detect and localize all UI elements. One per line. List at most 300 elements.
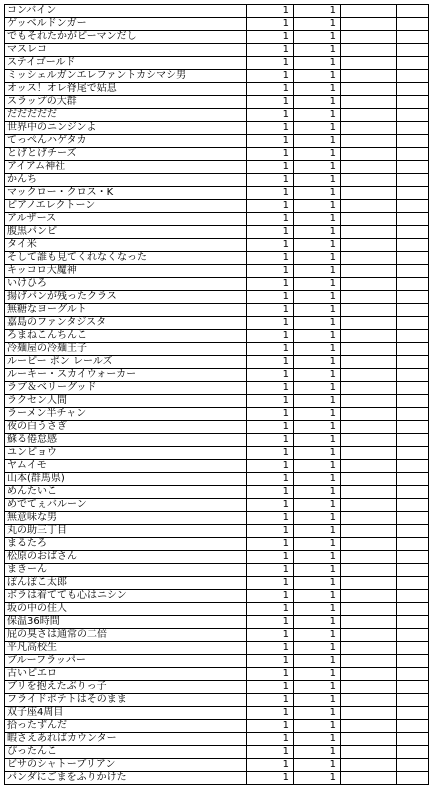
entry-name-cell[interactable]: フライドポテトはそのまま	[5, 694, 247, 707]
count-cell-2[interactable]: 1	[294, 525, 341, 538]
empty-cell[interactable]	[341, 746, 397, 759]
count-cell-2[interactable]: 1	[294, 187, 341, 200]
empty-cell[interactable]	[397, 746, 429, 759]
count-cell-2[interactable]: 1	[294, 343, 341, 356]
empty-cell[interactable]	[341, 395, 397, 408]
empty-cell[interactable]	[397, 356, 429, 369]
count-cell-2[interactable]: 1	[294, 421, 341, 434]
count-cell-1[interactable]: 1	[247, 447, 294, 460]
empty-cell[interactable]	[341, 109, 397, 122]
count-cell-2[interactable]: 1	[294, 44, 341, 57]
entry-name-cell[interactable]: コンバイン	[5, 5, 247, 18]
count-cell-2[interactable]: 1	[294, 291, 341, 304]
empty-cell[interactable]	[341, 135, 397, 148]
entry-name-cell[interactable]: ヤムイモ	[5, 460, 247, 473]
empty-cell[interactable]	[397, 590, 429, 603]
count-cell-2[interactable]: 1	[294, 460, 341, 473]
entry-name-cell[interactable]: 古いピエロ	[5, 668, 247, 681]
empty-cell[interactable]	[397, 161, 429, 174]
empty-cell[interactable]	[341, 759, 397, 772]
count-cell-1[interactable]: 1	[247, 564, 294, 577]
count-cell-1[interactable]: 1	[247, 408, 294, 421]
entry-name-cell[interactable]: ゲッベルドンガー	[5, 18, 247, 31]
empty-cell[interactable]	[341, 18, 397, 31]
count-cell-1[interactable]: 1	[247, 174, 294, 187]
count-cell-1[interactable]: 1	[247, 590, 294, 603]
count-cell-2[interactable]: 1	[294, 538, 341, 551]
entry-name-cell[interactable]: だだだだだ	[5, 109, 247, 122]
count-cell-2[interactable]: 1	[294, 486, 341, 499]
entry-name-cell[interactable]: 丸の助三丁目	[5, 525, 247, 538]
empty-cell[interactable]	[341, 564, 397, 577]
count-cell-2[interactable]: 1	[294, 122, 341, 135]
count-cell-1[interactable]: 1	[247, 356, 294, 369]
count-cell-1[interactable]: 1	[247, 603, 294, 616]
count-cell-1[interactable]: 1	[247, 369, 294, 382]
empty-cell[interactable]	[397, 473, 429, 486]
count-cell-1[interactable]: 1	[247, 551, 294, 564]
count-cell-2[interactable]: 1	[294, 70, 341, 83]
entry-name-cell[interactable]: ステイゴールド	[5, 57, 247, 70]
entry-name-cell[interactable]: 無糖なヨーグルト	[5, 304, 247, 317]
empty-cell[interactable]	[341, 421, 397, 434]
count-cell-1[interactable]: 1	[247, 135, 294, 148]
empty-cell[interactable]	[341, 577, 397, 590]
entry-name-cell[interactable]: ピアノエレクトーン	[5, 200, 247, 213]
empty-cell[interactable]	[397, 694, 429, 707]
entry-name-cell[interactable]: めでてぇバルーン	[5, 499, 247, 512]
empty-cell[interactable]	[341, 382, 397, 395]
count-cell-2[interactable]: 1	[294, 616, 341, 629]
count-cell-2[interactable]: 1	[294, 174, 341, 187]
empty-cell[interactable]	[397, 759, 429, 772]
entry-name-cell[interactable]: ユンピョウ	[5, 447, 247, 460]
empty-cell[interactable]	[397, 486, 429, 499]
empty-cell[interactable]	[341, 57, 397, 70]
empty-cell[interactable]	[397, 187, 429, 200]
count-cell-1[interactable]: 1	[247, 161, 294, 174]
empty-cell[interactable]	[397, 265, 429, 278]
empty-cell[interactable]	[397, 772, 429, 785]
entry-name-cell[interactable]: 坂の中の住人	[5, 603, 247, 616]
count-cell-2[interactable]: 1	[294, 408, 341, 421]
empty-cell[interactable]	[341, 5, 397, 18]
count-cell-1[interactable]: 1	[247, 252, 294, 265]
count-cell-1[interactable]: 1	[247, 538, 294, 551]
entry-name-cell[interactable]: まきーん	[5, 564, 247, 577]
empty-cell[interactable]	[341, 330, 397, 343]
entry-name-cell[interactable]: スラップの大群	[5, 96, 247, 109]
count-cell-2[interactable]: 1	[294, 395, 341, 408]
count-cell-1[interactable]: 1	[247, 382, 294, 395]
entry-name-cell[interactable]: ルーピー ポン レールズ	[5, 356, 247, 369]
empty-cell[interactable]	[341, 603, 397, 616]
entry-name-cell[interactable]: ろまねこんちんこ	[5, 330, 247, 343]
count-cell-1[interactable]: 1	[247, 317, 294, 330]
count-cell-1[interactable]: 1	[247, 681, 294, 694]
empty-cell[interactable]	[341, 694, 397, 707]
empty-cell[interactable]	[341, 772, 397, 785]
count-cell-1[interactable]: 1	[247, 265, 294, 278]
count-cell-1[interactable]: 1	[247, 330, 294, 343]
count-cell-1[interactable]: 1	[247, 707, 294, 720]
entry-name-cell[interactable]: 世界中のニンジンよ	[5, 122, 247, 135]
empty-cell[interactable]	[341, 44, 397, 57]
entry-name-cell[interactable]: 平凡高校生	[5, 642, 247, 655]
empty-cell[interactable]	[341, 681, 397, 694]
count-cell-2[interactable]: 1	[294, 200, 341, 213]
count-cell-2[interactable]: 1	[294, 551, 341, 564]
empty-cell[interactable]	[397, 317, 429, 330]
count-cell-1[interactable]: 1	[247, 18, 294, 31]
entry-name-cell[interactable]: ラーメン半チャン	[5, 408, 247, 421]
entry-name-cell[interactable]: キッコロ大魔神	[5, 265, 247, 278]
count-cell-1[interactable]: 1	[247, 239, 294, 252]
empty-cell[interactable]	[341, 551, 397, 564]
entry-name-cell[interactable]: かんち	[5, 174, 247, 187]
count-cell-1[interactable]: 1	[247, 291, 294, 304]
empty-cell[interactable]	[341, 512, 397, 525]
empty-cell[interactable]	[397, 512, 429, 525]
empty-cell[interactable]	[397, 18, 429, 31]
count-cell-2[interactable]: 1	[294, 733, 341, 746]
empty-cell[interactable]	[341, 317, 397, 330]
empty-cell[interactable]	[397, 330, 429, 343]
empty-cell[interactable]	[341, 343, 397, 356]
entry-name-cell[interactable]: アイアム神社	[5, 161, 247, 174]
count-cell-2[interactable]: 1	[294, 330, 341, 343]
entry-name-cell[interactable]: オッス！オレ脊尾で姑息	[5, 83, 247, 96]
empty-cell[interactable]	[341, 629, 397, 642]
count-cell-1[interactable]: 1	[247, 473, 294, 486]
entry-name-cell[interactable]: パンダにごまをふりかけた	[5, 772, 247, 785]
count-cell-1[interactable]: 1	[247, 434, 294, 447]
empty-cell[interactable]	[341, 642, 397, 655]
entry-name-cell[interactable]: 暇さえあればカウンター	[5, 733, 247, 746]
empty-cell[interactable]	[341, 174, 397, 187]
count-cell-2[interactable]: 1	[294, 83, 341, 96]
count-cell-2[interactable]: 1	[294, 564, 341, 577]
count-cell-2[interactable]: 1	[294, 265, 341, 278]
count-cell-2[interactable]: 1	[294, 31, 341, 44]
empty-cell[interactable]	[397, 122, 429, 135]
count-cell-1[interactable]: 1	[247, 44, 294, 57]
empty-cell[interactable]	[397, 96, 429, 109]
entry-name-cell[interactable]: 山本(群馬県)	[5, 473, 247, 486]
empty-cell[interactable]	[341, 148, 397, 161]
empty-cell[interactable]	[397, 382, 429, 395]
empty-cell[interactable]	[397, 57, 429, 70]
empty-cell[interactable]	[397, 83, 429, 96]
empty-cell[interactable]	[397, 252, 429, 265]
entry-name-cell[interactable]: 松原のおばさん	[5, 551, 247, 564]
empty-cell[interactable]	[397, 668, 429, 681]
count-cell-1[interactable]: 1	[247, 512, 294, 525]
count-cell-1[interactable]: 1	[247, 668, 294, 681]
empty-cell[interactable]	[397, 577, 429, 590]
count-cell-2[interactable]: 1	[294, 590, 341, 603]
empty-cell[interactable]	[397, 5, 429, 18]
empty-cell[interactable]	[397, 460, 429, 473]
count-cell-1[interactable]: 1	[247, 616, 294, 629]
empty-cell[interactable]	[341, 720, 397, 733]
empty-cell[interactable]	[397, 408, 429, 421]
count-cell-2[interactable]: 1	[294, 213, 341, 226]
count-cell-2[interactable]: 1	[294, 239, 341, 252]
empty-cell[interactable]	[341, 499, 397, 512]
empty-cell[interactable]	[397, 369, 429, 382]
entry-name-cell[interactable]: めんたいこ	[5, 486, 247, 499]
empty-cell[interactable]	[341, 291, 397, 304]
entry-name-cell[interactable]: 夜の白うさぎ	[5, 421, 247, 434]
count-cell-1[interactable]: 1	[247, 694, 294, 707]
empty-cell[interactable]	[341, 278, 397, 291]
entry-name-cell[interactable]: ビサのシャトーブリアン	[5, 759, 247, 772]
empty-cell[interactable]	[341, 590, 397, 603]
empty-cell[interactable]	[397, 616, 429, 629]
count-cell-1[interactable]: 1	[247, 759, 294, 772]
empty-cell[interactable]	[397, 239, 429, 252]
count-cell-2[interactable]: 1	[294, 252, 341, 265]
empty-cell[interactable]	[397, 200, 429, 213]
empty-cell[interactable]	[341, 356, 397, 369]
empty-cell[interactable]	[341, 226, 397, 239]
count-cell-2[interactable]: 1	[294, 694, 341, 707]
count-cell-1[interactable]: 1	[247, 772, 294, 785]
count-cell-2[interactable]: 1	[294, 746, 341, 759]
entry-name-cell[interactable]: 冷麺屋の冷麺王子	[5, 343, 247, 356]
empty-cell[interactable]	[341, 473, 397, 486]
count-cell-1[interactable]: 1	[247, 148, 294, 161]
count-cell-2[interactable]: 1	[294, 109, 341, 122]
empty-cell[interactable]	[341, 161, 397, 174]
empty-cell[interactable]	[397, 109, 429, 122]
entry-name-cell[interactable]: ブルーフラッパー	[5, 655, 247, 668]
count-cell-2[interactable]: 1	[294, 161, 341, 174]
empty-cell[interactable]	[341, 525, 397, 538]
count-cell-2[interactable]: 1	[294, 434, 341, 447]
entry-name-cell[interactable]: ラクセン人間	[5, 395, 247, 408]
entry-name-cell[interactable]: 双子座4周目	[5, 707, 247, 720]
count-cell-2[interactable]: 1	[294, 642, 341, 655]
count-cell-2[interactable]: 1	[294, 18, 341, 31]
count-cell-2[interactable]: 1	[294, 655, 341, 668]
empty-cell[interactable]	[341, 265, 397, 278]
count-cell-2[interactable]: 1	[294, 668, 341, 681]
empty-cell[interactable]	[341, 239, 397, 252]
empty-cell[interactable]	[397, 213, 429, 226]
empty-cell[interactable]	[341, 369, 397, 382]
count-cell-1[interactable]: 1	[247, 499, 294, 512]
count-cell-1[interactable]: 1	[247, 96, 294, 109]
count-cell-1[interactable]: 1	[247, 343, 294, 356]
empty-cell[interactable]	[341, 31, 397, 44]
count-cell-1[interactable]: 1	[247, 460, 294, 473]
count-cell-1[interactable]: 1	[247, 109, 294, 122]
count-cell-2[interactable]: 1	[294, 226, 341, 239]
empty-cell[interactable]	[397, 551, 429, 564]
count-cell-1[interactable]: 1	[247, 395, 294, 408]
entry-name-cell[interactable]: ブリを抱えたぶりっ子	[5, 681, 247, 694]
empty-cell[interactable]	[397, 278, 429, 291]
empty-cell[interactable]	[397, 629, 429, 642]
count-cell-2[interactable]: 1	[294, 720, 341, 733]
entry-name-cell[interactable]: 保温36時間	[5, 616, 247, 629]
empty-cell[interactable]	[397, 499, 429, 512]
entry-name-cell[interactable]: まるたろ	[5, 538, 247, 551]
count-cell-1[interactable]: 1	[247, 187, 294, 200]
count-cell-2[interactable]: 1	[294, 577, 341, 590]
empty-cell[interactable]	[397, 434, 429, 447]
empty-cell[interactable]	[341, 96, 397, 109]
empty-cell[interactable]	[397, 603, 429, 616]
empty-cell[interactable]	[397, 564, 429, 577]
count-cell-2[interactable]: 1	[294, 512, 341, 525]
empty-cell[interactable]	[397, 720, 429, 733]
empty-cell[interactable]	[397, 31, 429, 44]
count-cell-1[interactable]: 1	[247, 655, 294, 668]
empty-cell[interactable]	[397, 304, 429, 317]
entry-name-cell[interactable]: ボラは着てても心はニシン	[5, 590, 247, 603]
count-cell-1[interactable]: 1	[247, 629, 294, 642]
entry-name-cell[interactable]: アルザース	[5, 213, 247, 226]
empty-cell[interactable]	[397, 343, 429, 356]
empty-cell[interactable]	[341, 200, 397, 213]
count-cell-1[interactable]: 1	[247, 421, 294, 434]
count-cell-1[interactable]: 1	[247, 577, 294, 590]
entry-name-cell[interactable]: ミッシェルガンエレファントカシマシ男	[5, 70, 247, 83]
entry-name-cell[interactable]: ラブ＆ベリーグッド	[5, 382, 247, 395]
count-cell-2[interactable]: 1	[294, 148, 341, 161]
empty-cell[interactable]	[341, 733, 397, 746]
entry-name-cell[interactable]: マックロー・クロス・K	[5, 187, 247, 200]
count-cell-2[interactable]: 1	[294, 96, 341, 109]
count-cell-1[interactable]: 1	[247, 5, 294, 18]
entry-name-cell[interactable]: てっぺんハゲタカ	[5, 135, 247, 148]
entry-name-cell[interactable]: 無意味な男	[5, 512, 247, 525]
empty-cell[interactable]	[397, 421, 429, 434]
entry-name-cell[interactable]: 拾ったずんだ	[5, 720, 247, 733]
empty-cell[interactable]	[341, 486, 397, 499]
count-cell-2[interactable]: 1	[294, 356, 341, 369]
count-cell-2[interactable]: 1	[294, 447, 341, 460]
count-cell-2[interactable]: 1	[294, 681, 341, 694]
count-cell-2[interactable]: 1	[294, 629, 341, 642]
empty-cell[interactable]	[341, 668, 397, 681]
empty-cell[interactable]	[341, 70, 397, 83]
empty-cell[interactable]	[341, 122, 397, 135]
empty-cell[interactable]	[397, 642, 429, 655]
count-cell-1[interactable]: 1	[247, 525, 294, 538]
count-cell-2[interactable]: 1	[294, 499, 341, 512]
entry-name-cell[interactable]: とげとげチーズ	[5, 148, 247, 161]
entry-name-cell[interactable]: 蘇る倦怠感	[5, 434, 247, 447]
empty-cell[interactable]	[341, 538, 397, 551]
entry-name-cell[interactable]: でもそれたかがピーマンだし	[5, 31, 247, 44]
count-cell-1[interactable]: 1	[247, 746, 294, 759]
empty-cell[interactable]	[341, 252, 397, 265]
entry-name-cell[interactable]: タイ米	[5, 239, 247, 252]
empty-cell[interactable]	[397, 447, 429, 460]
empty-cell[interactable]	[397, 655, 429, 668]
empty-cell[interactable]	[397, 538, 429, 551]
empty-cell[interactable]	[397, 226, 429, 239]
count-cell-2[interactable]: 1	[294, 135, 341, 148]
empty-cell[interactable]	[341, 83, 397, 96]
entry-name-cell[interactable]: 揚げパンが残ったクラス	[5, 291, 247, 304]
empty-cell[interactable]	[341, 655, 397, 668]
empty-cell[interactable]	[397, 525, 429, 538]
count-cell-2[interactable]: 1	[294, 603, 341, 616]
count-cell-2[interactable]: 1	[294, 473, 341, 486]
empty-cell[interactable]	[341, 408, 397, 421]
empty-cell[interactable]	[397, 44, 429, 57]
count-cell-1[interactable]: 1	[247, 70, 294, 83]
empty-cell[interactable]	[341, 447, 397, 460]
count-cell-1[interactable]: 1	[247, 200, 294, 213]
empty-cell[interactable]	[397, 681, 429, 694]
count-cell-2[interactable]: 1	[294, 5, 341, 18]
empty-cell[interactable]	[397, 135, 429, 148]
entry-name-cell[interactable]: いけひろ	[5, 278, 247, 291]
count-cell-1[interactable]: 1	[247, 83, 294, 96]
empty-cell[interactable]	[341, 187, 397, 200]
count-cell-1[interactable]: 1	[247, 304, 294, 317]
count-cell-1[interactable]: 1	[247, 57, 294, 70]
entry-name-cell[interactable]: ルーキー・スカイウォーカー	[5, 369, 247, 382]
count-cell-2[interactable]: 1	[294, 707, 341, 720]
count-cell-1[interactable]: 1	[247, 122, 294, 135]
count-cell-1[interactable]: 1	[247, 226, 294, 239]
empty-cell[interactable]	[397, 291, 429, 304]
entry-name-cell[interactable]: そして誰も見てくれなくなった	[5, 252, 247, 265]
count-cell-2[interactable]: 1	[294, 369, 341, 382]
count-cell-1[interactable]: 1	[247, 642, 294, 655]
entry-name-cell[interactable]: 屁の臭さは通常の二倍	[5, 629, 247, 642]
empty-cell[interactable]	[341, 434, 397, 447]
empty-cell[interactable]	[397, 148, 429, 161]
empty-cell[interactable]	[341, 304, 397, 317]
entry-name-cell[interactable]: マスレコ	[5, 44, 247, 57]
empty-cell[interactable]	[397, 395, 429, 408]
entry-name-cell[interactable]: ぽんぽこ太郎	[5, 577, 247, 590]
entry-name-cell[interactable]: ぴったんこ	[5, 746, 247, 759]
count-cell-2[interactable]: 1	[294, 772, 341, 785]
count-cell-1[interactable]: 1	[247, 733, 294, 746]
count-cell-1[interactable]: 1	[247, 486, 294, 499]
empty-cell[interactable]	[341, 460, 397, 473]
empty-cell[interactable]	[341, 707, 397, 720]
empty-cell[interactable]	[397, 174, 429, 187]
count-cell-2[interactable]: 1	[294, 759, 341, 772]
empty-cell[interactable]	[397, 70, 429, 83]
count-cell-1[interactable]: 1	[247, 720, 294, 733]
count-cell-1[interactable]: 1	[247, 213, 294, 226]
count-cell-2[interactable]: 1	[294, 382, 341, 395]
entry-name-cell[interactable]: 腹黒パンピ	[5, 226, 247, 239]
empty-cell[interactable]	[397, 733, 429, 746]
count-cell-1[interactable]: 1	[247, 278, 294, 291]
empty-cell[interactable]	[397, 707, 429, 720]
count-cell-2[interactable]: 1	[294, 57, 341, 70]
count-cell-2[interactable]: 1	[294, 304, 341, 317]
count-cell-2[interactable]: 1	[294, 317, 341, 330]
empty-cell[interactable]	[341, 616, 397, 629]
count-cell-2[interactable]: 1	[294, 278, 341, 291]
count-cell-1[interactable]: 1	[247, 31, 294, 44]
entry-name-cell[interactable]: 嘉島のファンタジスタ	[5, 317, 247, 330]
empty-cell[interactable]	[341, 213, 397, 226]
